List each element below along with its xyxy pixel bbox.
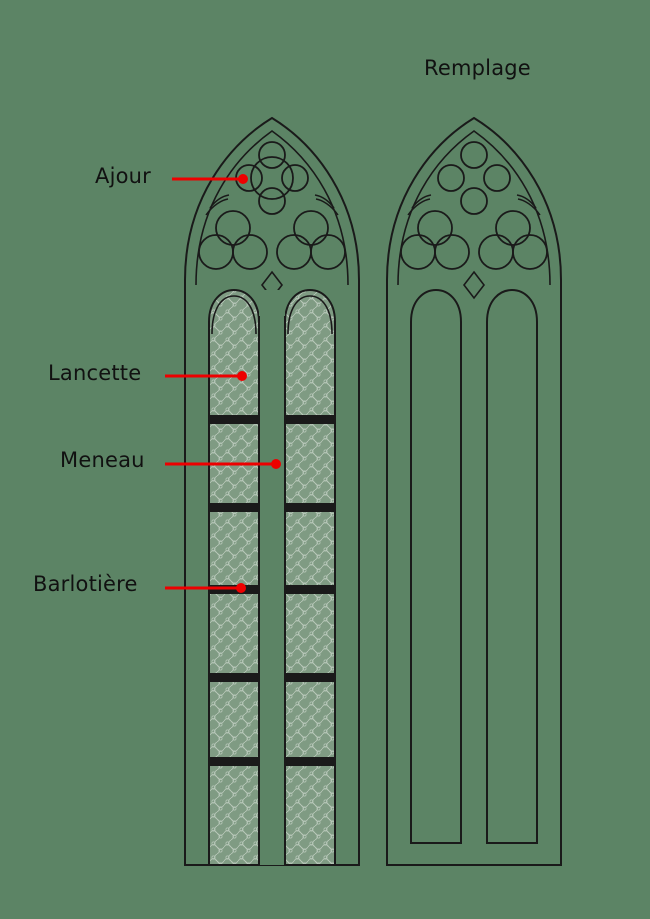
right-lozenge bbox=[464, 272, 484, 298]
leader-dot-barlotiere bbox=[236, 583, 246, 593]
leader-dot-lancette bbox=[237, 371, 247, 381]
label-barlotiere: Barlotière bbox=[33, 572, 138, 596]
diagram-title: Remplage bbox=[424, 56, 531, 80]
leader-dot-ajour bbox=[238, 174, 248, 184]
left-window-glazed bbox=[185, 118, 359, 865]
right-lancet-left bbox=[411, 290, 461, 843]
right-trefoil-left bbox=[401, 211, 469, 269]
right-tracery-field bbox=[398, 131, 550, 285]
right-window-outline bbox=[387, 118, 561, 865]
label-meneau: Meneau bbox=[60, 448, 145, 472]
left-trefoil-right bbox=[277, 211, 345, 269]
right-trefoil-right bbox=[479, 211, 547, 269]
label-ajour: Ajour bbox=[95, 164, 151, 188]
lancette-right-glass bbox=[285, 290, 335, 865]
leader-dot-meneau bbox=[271, 459, 281, 469]
label-lancette: Lancette bbox=[48, 361, 142, 385]
left-trefoil-left bbox=[199, 211, 267, 269]
meneau-mullion bbox=[259, 290, 285, 865]
right-lancet-right bbox=[487, 290, 537, 843]
left-tracery-field bbox=[196, 131, 348, 285]
right-window-remplage bbox=[387, 118, 561, 865]
